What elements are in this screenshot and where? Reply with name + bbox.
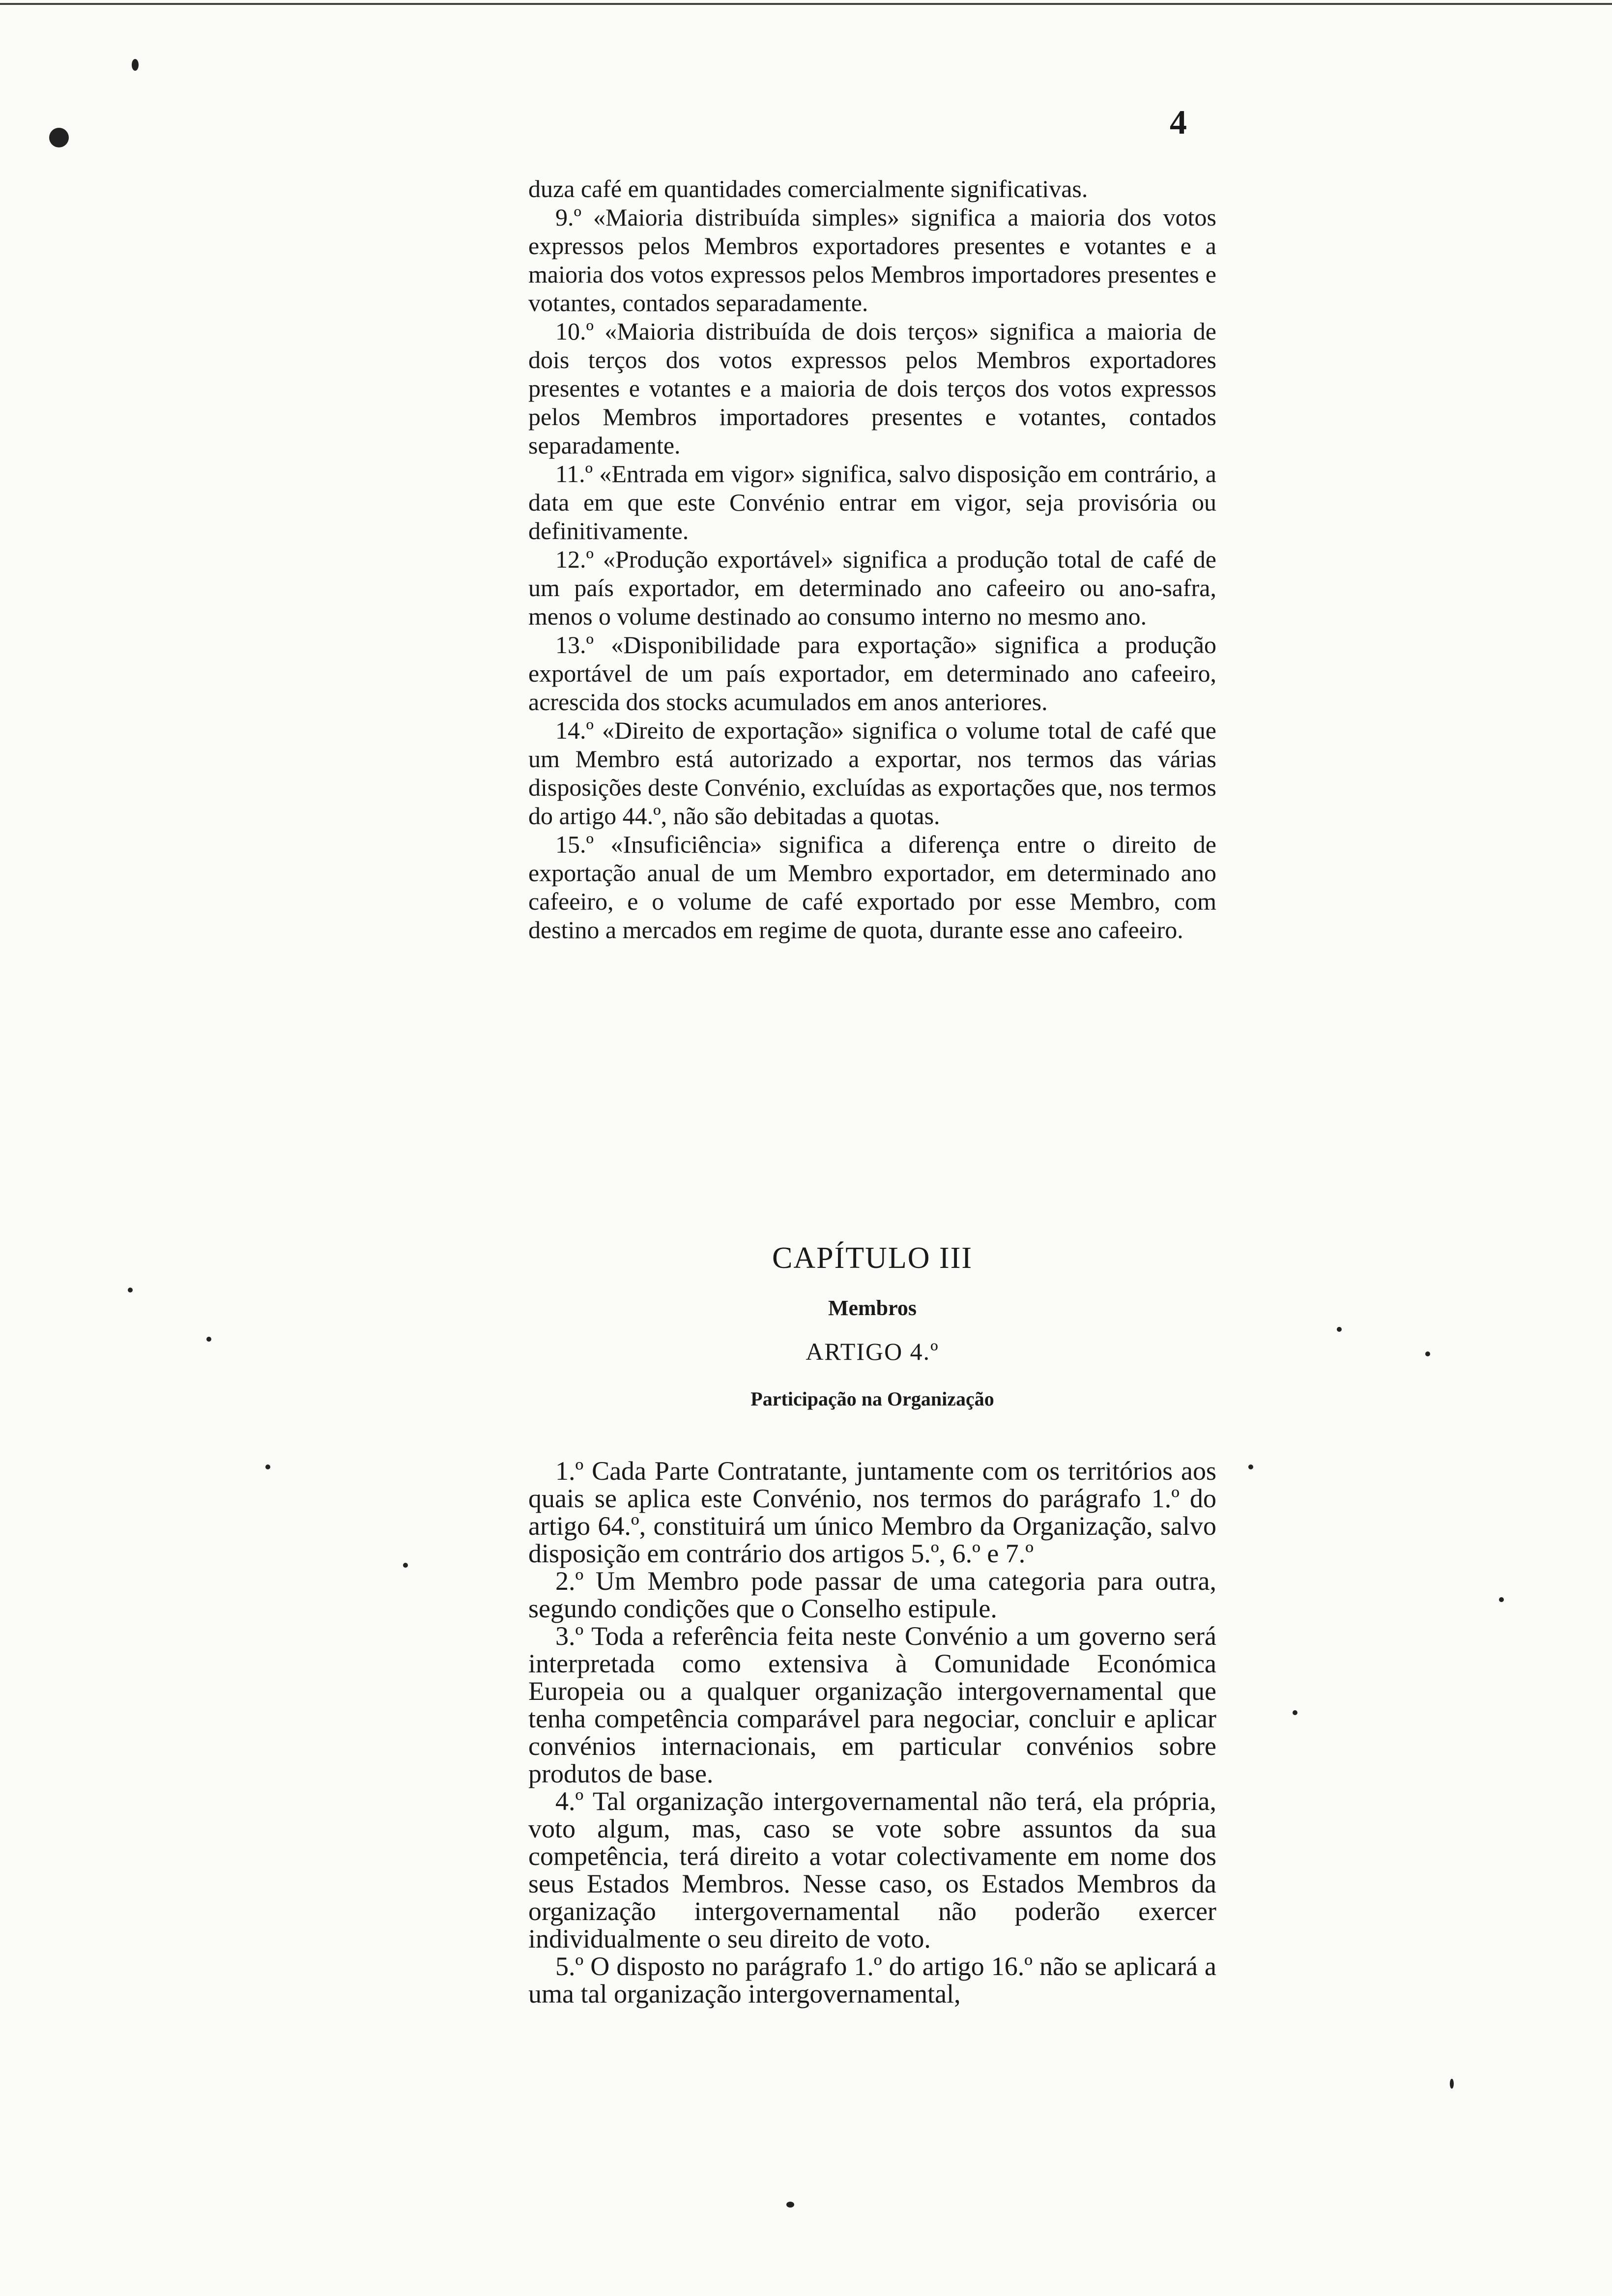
page-number: 4: [1170, 104, 1187, 142]
article-paragraph-1: 1.º Cada Parte Contratante, juntamente com os territórios aos quais se aplica este Convénio, nos termos do parágrafo 1.º do artigo 64.º, constituirá um único Membro da Organização, salvo disposição em contrário dos artigos 5.º, 6.º e 7.º: [528, 1457, 1216, 1568]
scan-speck: [265, 1464, 270, 1469]
scan-speck: [132, 59, 139, 71]
scan-speck: [1248, 1464, 1253, 1469]
definition-continuation: duza café em quantidades comercialmente significativas.: [528, 175, 1088, 202]
scan-speck: [1499, 1597, 1504, 1602]
definition-12: 12.º «Produção exportável» significa a produção total de café de um país exportador, em determinado ano cafeeiro ou ano-safra, menos o volume destinado ao consumo interno no mesmo ano.: [528, 545, 1216, 630]
chapter-header: [528, 1241, 1216, 1410]
scan-speck: [786, 2202, 794, 2208]
article-paragraph-4: 4.º Tal organização intergovernamental não terá, ela própria, voto algum, mas, caso se vote sobre assuntos da sua competência, terá direito a votar colectivamente em nome dos seus Estados Membros. Nesse caso, os Estados Membros da organização intergovernamental não poderão exercer individualmente o seu direito de voto.: [528, 1786, 1216, 1953]
definitions-clip: [528, 174, 1216, 1231]
chapter-subtitle: Membros: [828, 1296, 917, 1320]
article-heading: Participação na Organização: [750, 1388, 994, 1410]
article-paragraph-2: 2.º Um Membro pode passar de uma categoria para outra, segundo condições que o Conselho estipule.: [528, 1566, 1216, 1623]
definition-14: 14.º «Direito de exportação» significa o volume total de café que um Membro está autorizado a exportar, nos termos das várias disposições deste Convénio, excluídas as exportações que, nos termos do artigo 44.º, não são debitadas a quotas.: [528, 717, 1216, 830]
article-number: ARTIGO 4.º: [806, 1338, 939, 1365]
scan-speck: [1293, 1710, 1297, 1715]
definition-9: 9.º «Maioria distribuída simples» significa a maioria dos votos expressos pelos Membros exportadores presentes e votantes e a maioria dos votos expressos pelos Membros importadores presentes e votantes, contados separadamente.: [528, 203, 1216, 316]
scan-speck: [1425, 1351, 1430, 1356]
definitions-block: [528, 174, 1216, 1231]
definition-13: 13.º «Disponibilidade para exportação» significa a produção exportável de um país exportador, em determinado ano cafeeiro, acrescida dos stocks acumulados em anos anteriores.: [528, 631, 1216, 716]
scan-speck: [1450, 2079, 1454, 2089]
chapter-title: CAPÍTULO III: [772, 1241, 973, 1275]
article-body: [528, 1457, 1216, 2204]
scan-speck: [1337, 1327, 1342, 1332]
article-clip: [528, 1457, 1216, 2204]
scan-speck: [206, 1337, 211, 1342]
scan-speck: [403, 1563, 408, 1568]
top-rule: [0, 3, 1612, 5]
scan-speck: [128, 1288, 133, 1292]
definition-10: 10.º «Maioria distribuída de dois terços» significa a maioria de dois terços dos votos expressos pelos Membros exportadores presentes e votantes e a maioria de dois terços dos votos expressos pelos Membros importadores presentes e votantes, contados separadamente.: [528, 317, 1216, 459]
scan-speck: [49, 128, 69, 147]
definition-11: 11.º «Entrada em vigor» significa, salvo disposição em contrário, a data em que este Convénio entrar em vigor, seja provisória ou definitivamente.: [528, 460, 1216, 545]
article-paragraph-5: 5.º O disposto no parágrafo 1.º do artigo 16.º não se aplicará a uma tal organização intergovernamental,: [528, 1952, 1216, 2009]
definition-15: 15.º «Insuficiência» significa a diferença entre o direito de exportação anual de um Membro exportador, em determinado ano cafeeiro, e o volume de café exportado por esse Membro, com destino a mercados em regime de quota, durante esse ano cafeeiro.: [528, 831, 1216, 944]
article-paragraph-3: 3.º Toda a referência feita neste Convénio a um governo será interpretada como extensiva à Comunidade Económica Europeia ou a qualquer organização intergovernamental que tenha competência comparável para negociar, concluir e aplicar convénios internacionais, em particular convénios sobre produtos de base.: [528, 1621, 1216, 1788]
